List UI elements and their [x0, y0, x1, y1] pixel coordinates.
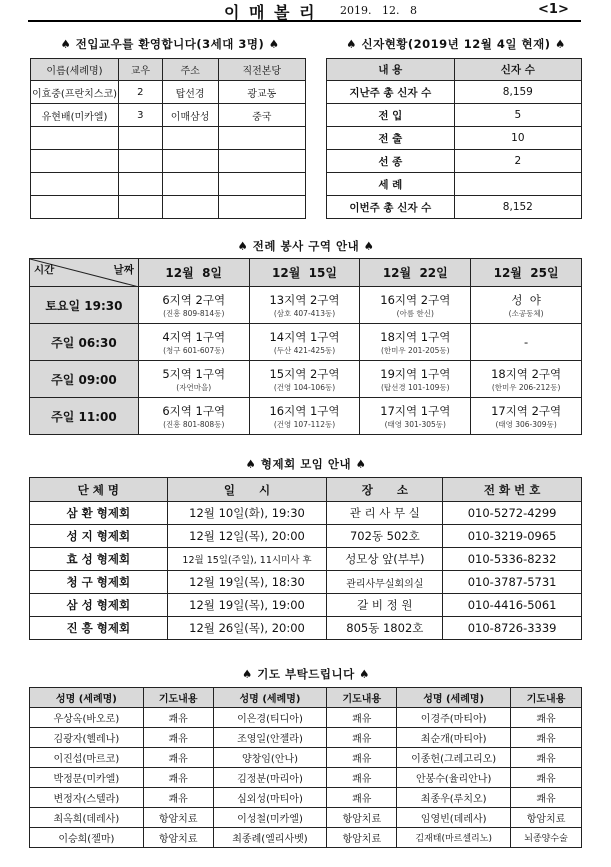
newcomers-header: 교우: [118, 59, 162, 81]
prayer-content: 쾌유: [327, 768, 397, 788]
brothers-place: 성모상 앞(부부): [327, 548, 443, 571]
prayer-content: 쾌유: [327, 728, 397, 748]
service-zone: 6지역 2구역: [162, 292, 226, 307]
believers-value: 8,152: [454, 196, 581, 219]
service-cell: [138, 324, 249, 361]
brothers-datetime: 12월 12일(목), 20:00: [167, 525, 327, 548]
prayer-content: 뇌종양수술: [511, 828, 582, 848]
service-zone-detail: (한미우 206-212동): [491, 382, 561, 392]
service-table: [29, 258, 582, 435]
service-zone: 18지역 2구역: [491, 366, 562, 381]
service-zone-detail: (진흥 809-814동): [163, 308, 225, 318]
believers-value: 10: [454, 127, 581, 150]
newcomer-address: 탑선경: [162, 81, 218, 104]
service-cell: [471, 398, 582, 435]
prayer-name: 박정문(미카엘): [30, 768, 144, 788]
service-cell: [471, 324, 582, 361]
brothers-group: 효 성 형제회: [30, 548, 168, 571]
brothers-datetime: 12월 15일(주일), 11시미사 후: [167, 548, 327, 571]
prayer-name: 이종헌(그레고리오): [397, 748, 511, 768]
newcomers-header: 이름(세례명): [31, 59, 119, 81]
prayer-content: 항암치료: [511, 808, 582, 828]
corner-time-label: 시간: [34, 264, 55, 276]
prayer-content: 쾌유: [327, 748, 397, 768]
service-zone-detail: (두산 421-425동): [273, 345, 336, 355]
service-zone: 17지역 2구역: [491, 403, 562, 418]
prayer-content: 쾌유: [511, 748, 582, 768]
prayer-name: 이경주(마티아): [397, 708, 511, 728]
believers-label: 선 종: [327, 150, 455, 173]
believers-label: 전 입: [327, 104, 455, 127]
prayer-title: ♠ 기도 부탁드립니다 ♠: [241, 667, 370, 681]
prayer-content: 쾌유: [143, 748, 213, 768]
service-zone: 5지역 1구역: [162, 366, 226, 381]
issue-date: 2019. 12. 8: [340, 4, 417, 17]
newsletter-title: 이 매 볼 리: [224, 3, 317, 22]
service-time: 주일 09:00: [30, 361, 139, 398]
prayer-content: 항암치료: [143, 828, 213, 848]
prayer-name: 최옥희(데레사): [30, 808, 144, 828]
brothers-header: 전 화 번 호: [443, 478, 582, 502]
believers-label: 지난주 총 신자 수: [327, 81, 455, 104]
service-zone-detail: (태영 306-309동): [495, 419, 557, 429]
service-zone: 성 야: [511, 292, 541, 307]
service-zone-detail: (아름 한신): [396, 308, 434, 318]
prayer-header: 기도내용: [143, 688, 213, 708]
brothers-phone: 010-5336-8232: [443, 548, 582, 571]
prayer-name: 양창임(안나): [213, 748, 327, 768]
prayer-name: 최종례(엘리사벳): [213, 828, 327, 848]
brothers-place: 갈 비 정 원: [327, 594, 443, 617]
newcomer-count: 2: [118, 81, 162, 104]
service-zone-detail: (소공동체): [508, 308, 544, 318]
header: [28, 0, 581, 22]
service-date: 12월 22일: [360, 259, 471, 287]
service-time: 주일 11:00: [30, 398, 139, 435]
service-cell: [471, 361, 582, 398]
brothers-phone: 010-4416-5061: [443, 594, 582, 617]
service-zone-detail: (탑선경 101-109동): [381, 382, 450, 392]
believers-value: [454, 173, 581, 196]
service-cell: [360, 324, 471, 361]
prayer-name: 이은경(티디아): [213, 708, 327, 728]
newcomer-count: 3: [118, 104, 162, 127]
service-zone-detail: (건영 107-112동): [273, 419, 336, 429]
service-zone: -: [524, 335, 529, 349]
service-zone-detail: (한미우 201-205동): [381, 345, 450, 355]
prayer-content: 쾌유: [511, 788, 582, 808]
service-zone: 15지역 2구역: [269, 366, 340, 381]
newcomer-parish: 중국: [218, 104, 305, 127]
prayer-name: 이승희(젤마): [30, 828, 144, 848]
prayer-content: 쾌유: [143, 788, 213, 808]
prayer-header: 성명 (세례명): [397, 688, 511, 708]
prayer-header: 성명 (세례명): [30, 688, 144, 708]
prayer-header: 성명 (세례명): [213, 688, 327, 708]
service-zone: 18지역 1구역: [380, 329, 451, 344]
brothers-place: 805동 1802호: [327, 617, 443, 640]
service-cell: [249, 361, 360, 398]
newcomer-name: 유현배(미카엘): [31, 104, 119, 127]
believers-header: 신자 수: [454, 59, 581, 81]
brothers-group: 진 흥 형제회: [30, 617, 168, 640]
service-cell: [249, 398, 360, 435]
believers-label: 이번주 총 신자 수: [327, 196, 455, 219]
prayer-content: 쾌유: [327, 788, 397, 808]
prayer-name: 최종우(루치오): [397, 788, 511, 808]
newcomer-parish: 광교동: [218, 81, 305, 104]
service-time: 토요일 19:30: [30, 287, 139, 324]
brothers-title: ♠ 형제회 모임 안내 ♠: [245, 457, 367, 471]
brothers-datetime: 12월 19일(목), 19:00: [167, 594, 327, 617]
prayer-name: 김재태(마르셀리노): [397, 828, 511, 848]
believers-value: 2: [454, 150, 581, 173]
brothers-place: 관 리 사 무 실: [327, 502, 443, 525]
service-zone: 13지역 2구역: [269, 292, 340, 307]
service-zone-detail: (자연마을): [176, 382, 212, 392]
page-number: <1>: [538, 2, 569, 17]
service-cell: [138, 287, 249, 324]
corner-date-label: 날짜: [113, 264, 134, 276]
prayer-content: 쾌유: [511, 728, 582, 748]
service-cell: [360, 361, 471, 398]
brothers-header: 단 체 명: [30, 478, 168, 502]
prayer-content: 쾌유: [511, 768, 582, 788]
prayer-content: 항암치료: [327, 808, 397, 828]
service-zone-detail: (진흥 801-808동): [163, 419, 225, 429]
brothers-phone: 010-8726-3339: [443, 617, 582, 640]
brothers-datetime: 12월 26일(목), 20:00: [167, 617, 327, 640]
brothers-group: 삼 환 형제회: [30, 502, 168, 525]
prayer-name: 최순개(마티아): [397, 728, 511, 748]
service-zone-detail: (청구 601-607동): [163, 345, 225, 355]
prayer-name: 김광자(헬레나): [30, 728, 144, 748]
prayer-header: 기도내용: [327, 688, 397, 708]
newcomer-address: 이매삼성: [162, 104, 218, 127]
service-cell: [249, 324, 360, 361]
believers-table: [326, 58, 582, 219]
brothers-phone: 010-5272-4299: [443, 502, 582, 525]
prayer-name: 김정분(마리아): [213, 768, 327, 788]
prayer-content: 항암치료: [327, 828, 397, 848]
service-cell: [138, 398, 249, 435]
brothers-group: 성 지 형제회: [30, 525, 168, 548]
prayer-content: 쾌유: [327, 708, 397, 728]
service-zone: 17지역 1구역: [380, 403, 451, 418]
prayer-name: 심외성(마티아): [213, 788, 327, 808]
service-time: 주일 06:30: [30, 324, 139, 361]
prayer-name: 변정자(스텔라): [30, 788, 144, 808]
prayer-content: 쾌유: [511, 708, 582, 728]
prayer-content: 쾌유: [143, 768, 213, 788]
service-cell: [360, 287, 471, 324]
service-zone: 6지역 1구역: [162, 403, 226, 418]
service-zone-detail: (삼호 407-413동): [273, 308, 336, 318]
brothers-phone: 010-3787-5731: [443, 571, 582, 594]
believers-value: 8,159: [454, 81, 581, 104]
believers-value: 5: [454, 104, 581, 127]
brothers-place: 702동 502호: [327, 525, 443, 548]
service-date: 12월 15일: [249, 259, 360, 287]
service-cell: [249, 287, 360, 324]
prayer-name: 조영일(안젤라): [213, 728, 327, 748]
believers-header: 내 용: [327, 59, 455, 81]
believers-title: ♠ 신자현황(2019년 12월 4일 현재) ♠: [346, 37, 566, 51]
newcomers-table: [30, 58, 306, 219]
service-date: 12월 8일: [138, 259, 249, 287]
brothers-header: 장 소: [327, 478, 443, 502]
prayer-content: 쾌유: [143, 708, 213, 728]
service-title: ♠ 전례 봉사 구역 안내 ♠: [237, 239, 375, 253]
prayer-name: 우상옥(바오로): [30, 708, 144, 728]
brothers-group: 청 구 형제회: [30, 571, 168, 594]
service-zone: 16지역 1구역: [269, 403, 340, 418]
service-date: 12월 25일: [471, 259, 582, 287]
brothers-table: [29, 477, 582, 640]
prayer-table: [29, 687, 582, 848]
prayer-name: 이진섭(마르코): [30, 748, 144, 768]
newcomer-name: 이효중(프란치스코): [31, 81, 119, 104]
believers-label: 전 출: [327, 127, 455, 150]
brothers-datetime: 12월 19일(목), 18:30: [167, 571, 327, 594]
prayer-content: 항암치료: [143, 808, 213, 828]
service-cell: [138, 361, 249, 398]
service-zone: 19지역 1구역: [380, 366, 451, 381]
prayer-name: 이성철(미카엘): [213, 808, 327, 828]
brothers-datetime: 12월 10일(화), 19:30: [167, 502, 327, 525]
service-zone-detail: (태영 301-305동): [384, 419, 446, 429]
service-corner: [30, 259, 139, 287]
service-cell: [360, 398, 471, 435]
brothers-group: 삼 성 형제회: [30, 594, 168, 617]
brothers-place: 관리사무실회의실: [327, 571, 443, 594]
prayer-content: 쾌유: [143, 728, 213, 748]
prayer-name: 임영빈(데레사): [397, 808, 511, 828]
prayer-name: 안봉수(율리안나): [397, 768, 511, 788]
newcomers-header: 직전본당: [218, 59, 305, 81]
service-zone: 14지역 1구역: [269, 329, 340, 344]
brothers-phone: 010-3219-0965: [443, 525, 582, 548]
service-zone: 4지역 1구역: [162, 329, 226, 344]
brothers-header: 일 시: [167, 478, 327, 502]
newcomers-header: 주소: [162, 59, 218, 81]
service-zone: 16지역 2구역: [380, 292, 451, 307]
believers-label: 세 례: [327, 173, 455, 196]
prayer-header: 기도내용: [511, 688, 582, 708]
service-cell: [471, 287, 582, 324]
service-zone-detail: (건영 104-106동): [273, 382, 336, 392]
newcomers-title: ♠ 전입교우를 환영합니다(3세대 3명) ♠: [60, 37, 280, 51]
